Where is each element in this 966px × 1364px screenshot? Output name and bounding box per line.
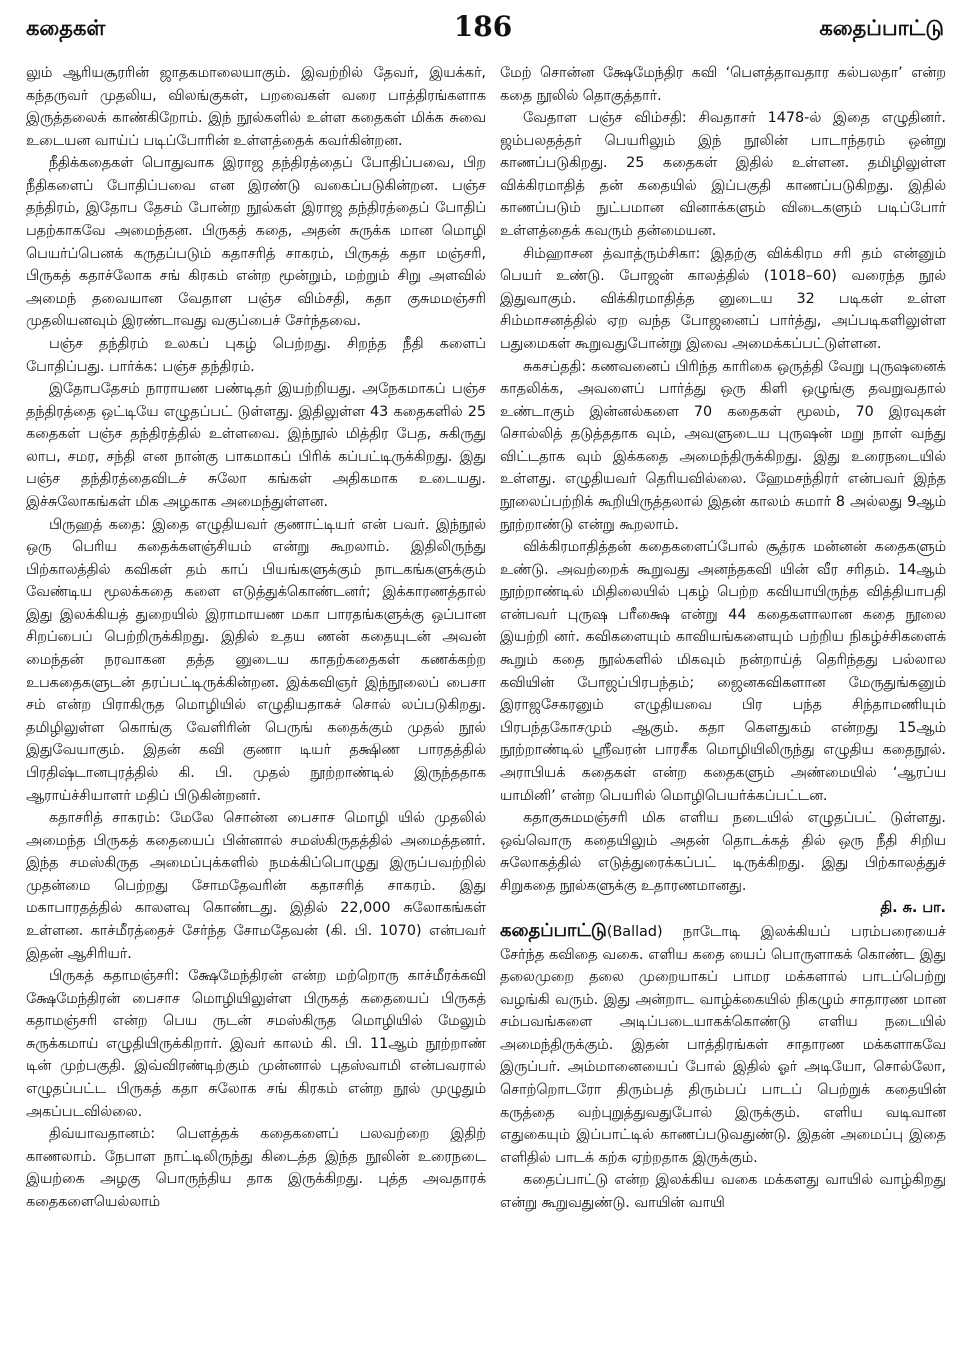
paragraph: பிருகத் கதாமஞ்சரி: க்ஷேமேந்திரன் என்ற மற்றொரு காச்மீரக்கவி க்ஷேமேந்திரன் பைசாச மொழியிலுள்ள பிருகத் கதையைப் பிருகத் கதாமஞ்சரி என்ற பெய ருடன் சமஸ்கிருத மொழியில் மேலும் சுருக்கமாய் எழுதியிருக்கிறார். இவர் காலம் கி. பி. 11ஆம் நூற்றாண் டின் முற்பகுதி. இவ்விரண்டிற்கும் முன்னால் புதஸ்வாமி என்பவரால் எழுதப்பட்ட பிருகத் கதா சுலோக சங் கிரகம் என்ற நூல் முழுதும் அகப்படவில்லை. [26,968,486,1120]
paragraph: வேதாள பஞ்ச விம்சதி: சிவதாசர் 1478-ல் இதை எழுதினர். ஜம்பலதத்தர் பெயரிலும் இந் நூலின் பாடாந்தரம் ஒன்று காணப்படுகிறது. 25 கதைகள் இதில் உள்ளன. தமிழிலுள்ள விக்கிரமாதித் தன் கதையில் இப்பகுதி காணப்படுகிறது. இதில் காணப்படும் நுட்பமான வினாக்களும் விடைகளும் படிப்போர் உள்ளத்தைக் கவரும் தன்மையன. [500,110,946,240]
paragraph: சுகசப்ததி: கணவனைப் பிரிந்த காரிகை ஒருத்தி வேறு புருஷனைக் காதலிக்க, அவளைப் பார்த்து ஒரு கிளி ஒழுங்கு தவறுவதால் உண்டாகும் இன்னல்களை 70 கதைகள் மூலம், 70 இரவுகள் சொல்லித் தடுத்ததாக வும், அவளுடைய புருஷன் மறு நாள் வந்து விட்டதாக வும் இக்கதை அமைந்திருக்கிறது. இது உரைநடையில் உள்ளது. எழுதியவர் தெரியவில்லை. ஹேமசந்திரர் என்பவர் இந்த நூலைப்பற்றிக் கூறியிருத்தலால் இதன் காலம் சுமார் 8 அல்லது 9ஆம் நூற்றாண்டு என்று கூறலாம். [500,358,946,533]
paragraph: கதாசரித் சாகரம்: மேலே சொன்ன பைசாச மொழி யில் முதலில் அமைந்த பிருகத் கதையைப் பின்னால் சமஸ்கிருதத்தில் அமைத்தனர். இந்த சமஸ்கிருத அமைப்புக்களில் நமக்கிப்பொழுது இருப்பவற்றில் முதன்மை பெற்றது சோமதேவரின் கதாசரித் சாகரம். இது மகாபாரதத்தில் காலளவு கொண்டது. இதில் 22,000 சுலோகங்கள் உள்ளன. காச்மீரத்தைச் சேர்ந்த சோமதேவன் (கி. பி. 1070) என்பவர் இதன் ஆசிரியர். [26,810,486,962]
paragraph: திவ்யாவதானம்: பௌத்தக் கதைகளைப் பலவற்றை இதிற் காணலாம். நேபாள நாட்டிலிருந்து கிடைத்த இந்த நூலின் உரைநடை இயற்கை அழகு பொருந்திய தாக இருக்கிறது. புத்த அவதாரக் கதைகளையெல்லாம் [26,1126,486,1210]
paragraph: இதோபதேசம் நாராயண பண்டிதர் இயற்றியது. அநேகமாகப் பஞ்ச தந்திரத்தை ஒட்டியே எழுதப்பட் டுள்ளது. இதிலுள்ள 43 கதைகளில் 25 கதைகள் பஞ்ச தந்திரத்தில் உள்ளவை. இந்நூல் மித்திர பேத, சுகிருது லாப, சமர, சந்தி என நான்கு பாகமாகப் பிரிக் கப்பட்டிருக்கிறது. இது பஞ்ச தந்திரத்தைவிடச் சுலோ கங்கள் அதிகமாக உடையது. இச்சுலோகங்கள் மிக அழகாக அமைந்துள்ளன. [26,381,486,510]
paragraph: லும் ஆரியசூரரின் ஜாதகமாலையாகும். இவற்றில் தேவர், இயக்கர், கந்தருவர் முதலிய, விலங்குகள், பறவைகள் வரை பாத்திரங்களாக இருத்தலைக் காண்கிறோம். இந் நூல்களில் உள்ள கதைகள் மிக்க சுவை உடையன வாய்ப் படிப்போரின் உள்ளத்தைக் கவர்கின்றன. [26,65,486,149]
entry-ballad [500,920,946,1169]
paragraph: விக்கிரமாதித்தன் கதைகளைப்போல் சூத்ரக மன்னன் கதைகளும் உண்டு. அவற்றைக் கூறுவது அனந்தகவி யின் வீர சரிதம். 14ஆம் நூற்றாண்டில் மிதிலையில் புகழ் பெற்ற கவியாயிருந்த வித்தியாபதி என்பவர் புருஷ பரீக்ஷை என்று 44 கதைகளாலான கதை நூலை இயற்றி னர். கவிகளையும் காவியங்களையும் பற்றிய நிகழ்ச்சிகளைக் கூறும் கதை நூல்களில் மிகவும் நன்றாய்த் தெரிந்தது பல்லால கவியின் போஜப்பிரபந்தம்; ஜைனகவிகளான மேருதுங்கனும் இராஜசேகரனும் எழுதியவை பிர பந்த சிந்தாமணியும் பிரபந்தகோசமும் ஆகும். கதா கௌதுகம் என்றது 15ஆம் நூற்றாண்டில் ஸ்ரீவரன் பாரசீக மொழியிலிருந்து எழுதிய கதைநூல். அராபியக் கதைகள் என்ற கதைகளும் அண்மையில் ‘ஆரப்ய யாமினி’ என்ற பெயரில் மொழிபெயர்க்கப்பட்டன. [500,539,946,804]
author-signature: தி. சு. பா. [880,900,946,917]
paragraph: பிருஹத் கதை: இதை எழுதியவர் குணாட்டியர் என் பவர். இந்நூல் ஒரு பெரிய கதைக்களஞ்சியம் என்று கூறலாம். இதிலிருந்து பிற்காலத்தில் கவிகள் தம் காப் பியங்களுக்கும் நாடகங்களுக்கும் வேண்டிய மூலக்கதை களை எடுத்துக்கொண்டனர்; இக்காரணத்தால் இது இலக்கியத் துறையில் இராமாயண மகா பாரதங்களுக்கு ஒப்பான சிறப்பைப் பெற்றிருக்கிறது. இதில் உதய ணன் கதையுடன் அவன் மைந்தன் நரவாகன தத்த னுடைய காதற்கதைகள் கணக்கற்ற உபகதைகளுடன் தரப்பட்டிருக்கின்றன. இக்கவிஞர் இந்நூலைப் பைசா சம் என்ற பிராகிருத மொழியில் எழுதியதாகச் சொல் லப்படுகிறது. தமிழிலுள்ள கொங்கு வேளிரின் பெருங் கதைக்கும் முதல் நூல் இதுவேயாகும். இதன் கவி குணா டியர் தக்ஷிண பாரதத்தில் பிரதிஷ்டானபுரத்தில் கி. பி. முதல் நூற்றாண்டில் இருந்ததாக ஆராய்ச்சியாளர் மதிப் பிடுகின்றனர். [26,516,486,804]
paragraph: பஞ்ச தந்திரம் உலகப் புகழ் பெற்றது. சிறந்த நீதி களைப் போதிப்பது. பார்க்க: பஞ்ச தந்திரம். [26,335,486,375]
entry-latin-term: (Ballad) [606,923,663,940]
page-number: 186 [453,10,513,43]
paragraph: மேற் சொன்ன க்ஷேமேந்திர கவி ‘பௌத்தாவதார கல்பலதா’ என்ற கதை நூலில் தொகுத்தார். [500,65,946,104]
page-header [0,0,966,58]
left-column [26,62,486,1360]
paragraph: கதைப்பாட்டு என்ற இலக்கிய வகை மக்களது வாயில் வாழ்கிறது என்று கூறுவதுண்டு. வாயின் வாயி [500,1172,946,1211]
paragraph: நீதிக்கதைகள் பொதுவாக இராஜ தந்திரத்தைப் போதிப்பவை, பிற நீதிகளைப் போதிப்பவை என இரண்டு வகைப்படுகின்றன. பஞ்ச தந்திரம், இதோப தேசம் போன்ற நூல்கள் இராஜ தந்திரத்தைப் போதிப் பதற்காகவே அமைந்தன. பிருகத் கதை, அதன் சுருக்க மான மொழி பெயர்ப்பெனக் கருதப்படும் கதாசரித் சாகரம், பிருகத் கதா மஞ்சரி, பிருகத் கதாச்லோக சங் கிரகம் என்ற மூன்றும், மற்றும் சிறு அளவில் அமைந் தவையான வேதாள பஞ்ச விம்சதி, கதா குசுமமஞ்சரி முதலியனவும் இரண்டாவது வகுப்பைச் சேர்ந்தவை. [26,155,486,330]
paragraph: சிம்ஹாசன த்வாத்ரும்சிகா: இதற்கு விக்கிரம சரி தம் என்னும் பெயர் உண்டு. போஜன் காலத்தில் (1018–60) வரைந்த நூல் இதுவாகும். விக்கிரமாதித்த னுடைய 32 படிகள் உள்ள சிம்மாசனத்தில் ஏற வந்த போஜனைப் பார்த்து, அப்படிகளிலுள்ள பதுமைகள் கூறுவதுபோன்று இவை அமைக்கப்பட்டுள்ளன. [500,245,946,352]
paragraph: கதாகுசுமமஞ்சரி மிக எளிய நடையில் எழுதப்பட் டுள்ளது. ஒவ்வொரு கதையிலும் அதன் தொடக்கத் தில் ஒரு நீதி சிறிய சுலோகத்தில் எடுத்துரைக்கப்பட் டிருக்கிறது. இது பிற்காலத்துச் சிறுகதை நூல்களுக்கு உதாரணமானது. [500,810,946,894]
entry-text: நாடோடி இலக்கியப் பரம்பரையைச் சேர்ந்த கவிதை வகை. எளிய கதை யைப் பொருளாகக் கொண்ட இது தலைமுறை தலை முறையாகப் பாமர மக்களால் பாடப்பெற்று வழங்கி வரும். இது அன்றாட வாழ்க்கையில் நிகழும் சாதாரண மான சம்பவங்களை அடிப்படையாகக்கொண்டு எளிய நடையில் அமைந்திருக்கும். இதன் பாத்திரங்கள் சாதாரண மக்களாகவே இருப்பர். அம்மானையைப் போல் இதில் ஓர் அடியோ, சொல்லோ, சொற்றொடரோ திரும்பத் திரும்பப் பாடப் பெற்றுக் கதையின் கருத்தை வற்புறுத்துவதுபோல் இருக்கும். எளிய வடிவான எதுகையும் இப்பாட்டில் காணப்படுவதுண்டு. இதன் அமைப்பு இதை எளிதில் பாடக் கற்க ஏற்றதாக இருக்கும். [500,923,946,1166]
running-head-right: கதைப்பாட்டு [819,16,944,40]
running-head-left: கதைகள் [26,16,106,40]
entry-headword: கதைப்பாட்டு [500,919,607,941]
right-column [500,62,946,1360]
